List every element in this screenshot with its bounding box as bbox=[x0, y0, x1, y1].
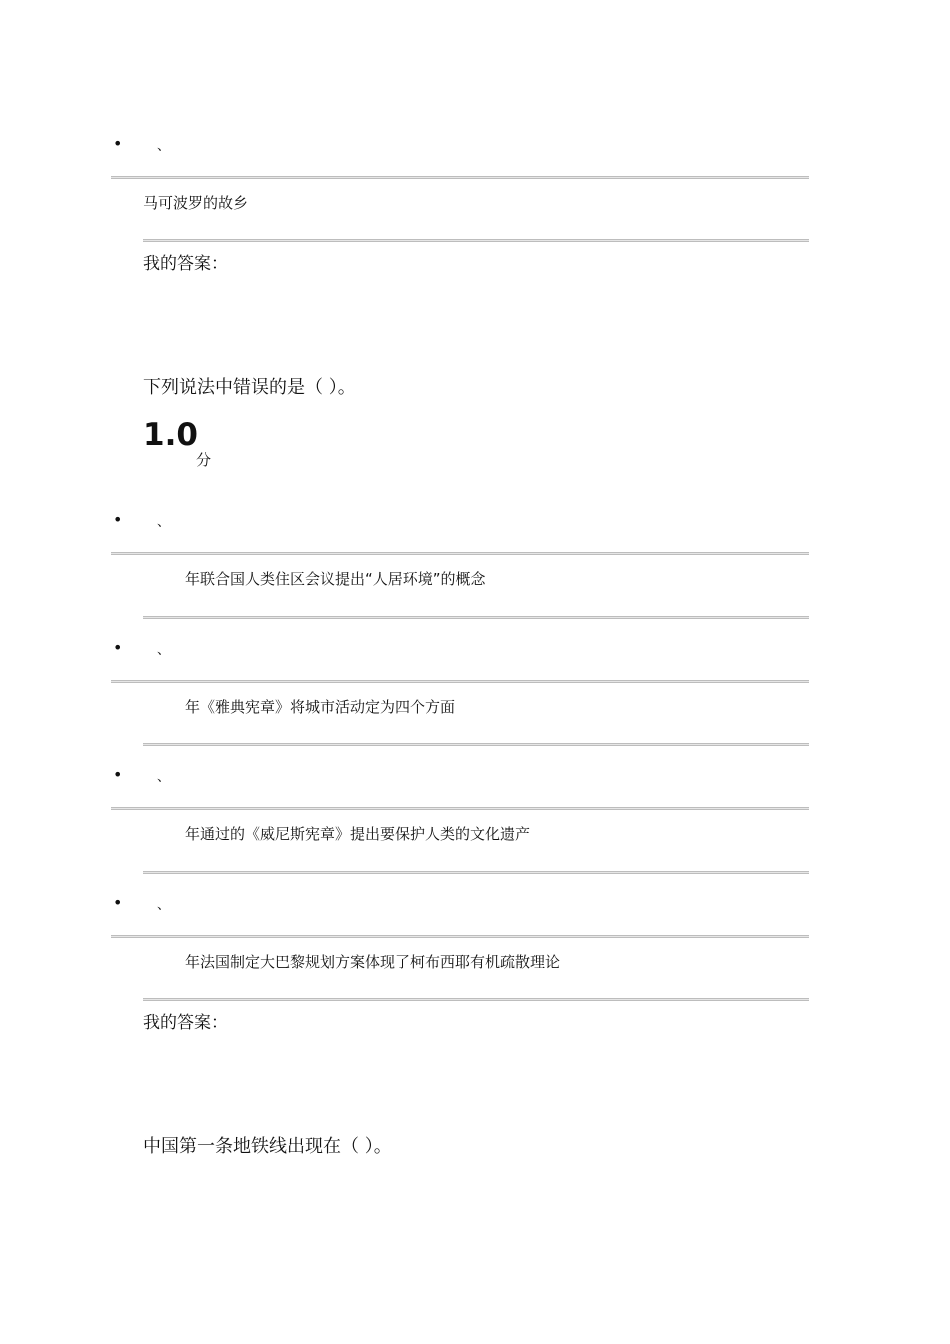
question-text: 下列说法中错误的是（ ）。 bbox=[143, 377, 356, 398]
divider bbox=[111, 935, 809, 938]
my-answer-label: 我的答案： bbox=[143, 1013, 228, 1033]
option-bullet: • bbox=[113, 638, 123, 657]
divider bbox=[143, 616, 809, 619]
option-text[interactable]: 年法国制定大巴黎规划方案体现了柯布西耶有机疏散理论 bbox=[185, 953, 561, 971]
option-marker: 、 bbox=[157, 898, 171, 913]
divider bbox=[111, 176, 809, 179]
divider bbox=[111, 552, 809, 555]
option-bullet: • bbox=[113, 893, 123, 912]
option-text[interactable]: 马可波罗的故乡 bbox=[143, 194, 249, 212]
option-marker: 、 bbox=[157, 643, 171, 658]
question-text: 中国第一条地铁线出现在（ ）。 bbox=[143, 1136, 392, 1157]
divider bbox=[143, 998, 809, 1001]
option-bullet: • bbox=[113, 765, 123, 784]
divider bbox=[111, 807, 809, 810]
score-unit: 分 bbox=[196, 451, 212, 469]
option-marker: 、 bbox=[157, 139, 171, 154]
option-text[interactable]: 年联合国人类住区会议提出“人居环境”的概念 bbox=[185, 570, 486, 588]
option-bullet: • bbox=[113, 510, 123, 529]
my-answer-label: 我的答案： bbox=[143, 254, 228, 274]
question-score: 1.0 bbox=[143, 417, 198, 453]
divider bbox=[143, 239, 809, 242]
divider bbox=[143, 871, 809, 874]
option-text[interactable]: 年《雅典宪章》将城市活动定为四个方面 bbox=[185, 698, 456, 716]
divider bbox=[143, 743, 809, 746]
option-marker: 、 bbox=[157, 515, 171, 530]
option-text[interactable]: 年通过的《威尼斯宪章》提出要保护人类的文化遗产 bbox=[185, 825, 531, 843]
option-bullet: • bbox=[113, 134, 123, 153]
divider bbox=[111, 680, 809, 683]
option-marker: 、 bbox=[157, 770, 171, 785]
